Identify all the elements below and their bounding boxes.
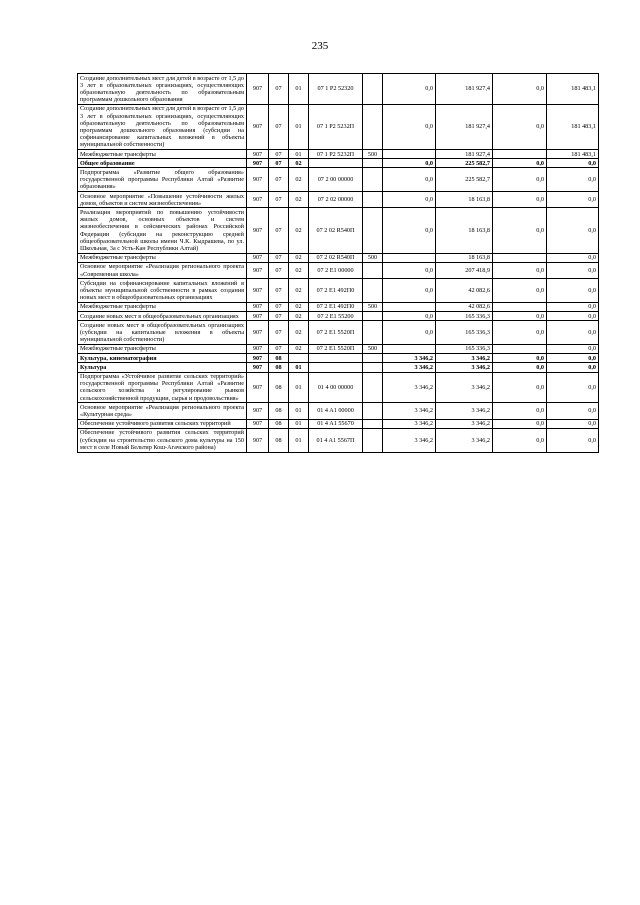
cell-expense-type bbox=[363, 354, 383, 363]
cell-amount-1: 0,0 bbox=[383, 168, 436, 192]
table-row bbox=[78, 372, 599, 403]
cell-amount-2: 3 346,2 bbox=[436, 419, 493, 428]
cell-target-article: 01 4 00 00000 bbox=[309, 372, 363, 403]
cell-expense-type bbox=[363, 403, 383, 419]
cell-target-article: 07 1 P2 52320 bbox=[309, 74, 363, 105]
cell-amount-4: 0,0 bbox=[547, 312, 599, 321]
cell-grbs: 907 bbox=[247, 302, 269, 311]
cell-target-article: 07 2 02 R540П bbox=[309, 208, 363, 253]
row-name: Межбюджетные трансферты bbox=[78, 253, 247, 262]
cell-grbs: 907 bbox=[247, 312, 269, 321]
cell-amount-1: 3 346,2 bbox=[383, 403, 436, 419]
cell-amount-1: 3 346,2 bbox=[383, 372, 436, 403]
row-name: Межбюджетные трансферты bbox=[78, 150, 247, 159]
cell-grbs: 907 bbox=[247, 344, 269, 353]
cell-target-article: 07 2 E1 5520П bbox=[309, 344, 363, 353]
cell-grbs: 907 bbox=[247, 208, 269, 253]
cell-section: 07 bbox=[269, 253, 289, 262]
cell-section: 08 bbox=[269, 372, 289, 403]
cell-section: 07 bbox=[269, 104, 289, 149]
cell-grbs: 907 bbox=[247, 419, 269, 428]
table-row bbox=[78, 403, 599, 419]
cell-subsection: 02 bbox=[289, 253, 309, 262]
table-row bbox=[78, 428, 599, 452]
cell-amount-3: 0,0 bbox=[493, 403, 547, 419]
cell-amount-2: 3 346,2 bbox=[436, 403, 493, 419]
row-name: Культура, кинематография bbox=[78, 354, 247, 363]
cell-target-article: 01 4 A1 5567П bbox=[309, 428, 363, 452]
cell-amount-2: 225 582,7 bbox=[436, 168, 493, 192]
cell-amount-1: 0,0 bbox=[383, 74, 436, 105]
cell-amount-4: 181 483,1 bbox=[547, 150, 599, 159]
cell-expense-type: 500 bbox=[363, 253, 383, 262]
cell-amount-3 bbox=[493, 253, 547, 262]
cell-amount-1 bbox=[383, 253, 436, 262]
table-row bbox=[78, 312, 599, 321]
cell-grbs: 907 bbox=[247, 74, 269, 105]
cell-expense-type bbox=[363, 372, 383, 403]
cell-amount-1: 0,0 bbox=[383, 279, 436, 303]
cell-subsection: 01 bbox=[289, 104, 309, 149]
row-name: Общее образование bbox=[78, 159, 247, 168]
cell-amount-3: 0,0 bbox=[493, 74, 547, 105]
row-name: Подпрограмма «Развитие общего образования» государственной программы Республики Алтай «Развитие образования» bbox=[78, 168, 247, 192]
cell-subsection: 02 bbox=[289, 159, 309, 168]
table-row bbox=[78, 150, 599, 159]
cell-amount-4: 0,0 bbox=[547, 344, 599, 353]
cell-grbs: 907 bbox=[247, 150, 269, 159]
cell-subsection: 01 bbox=[289, 428, 309, 452]
cell-expense-type bbox=[363, 428, 383, 452]
cell-target-article: 07 2 02 00000 bbox=[309, 192, 363, 208]
cell-section: 08 bbox=[269, 363, 289, 372]
cell-amount-4: 0,0 bbox=[547, 159, 599, 168]
cell-expense-type bbox=[363, 262, 383, 278]
cell-amount-1: 0,0 bbox=[383, 312, 436, 321]
cell-section: 07 bbox=[269, 150, 289, 159]
cell-amount-4: 0,0 bbox=[547, 192, 599, 208]
cell-subsection: 01 bbox=[289, 363, 309, 372]
cell-section: 08 bbox=[269, 403, 289, 419]
cell-amount-4: 0,0 bbox=[547, 403, 599, 419]
cell-expense-type bbox=[363, 312, 383, 321]
cell-amount-3: 0,0 bbox=[493, 428, 547, 452]
cell-subsection bbox=[289, 354, 309, 363]
row-name: Создание новых мест в общеобразовательных организациях bbox=[78, 312, 247, 321]
row-name: Обеспечение устойчивого развития сельских территорий bbox=[78, 419, 247, 428]
cell-subsection: 02 bbox=[289, 262, 309, 278]
cell-amount-3: 0,0 bbox=[493, 208, 547, 253]
cell-section: 08 bbox=[269, 354, 289, 363]
cell-amount-4: 0,0 bbox=[547, 279, 599, 303]
cell-amount-3: 0,0 bbox=[493, 419, 547, 428]
cell-amount-2: 18 163,8 bbox=[436, 253, 493, 262]
cell-amount-3: 0,0 bbox=[493, 321, 547, 345]
table-row bbox=[78, 321, 599, 345]
cell-section: 07 bbox=[269, 321, 289, 345]
cell-amount-1: 0,0 bbox=[383, 321, 436, 345]
cell-amount-2: 165 336,3 bbox=[436, 312, 493, 321]
cell-expense-type bbox=[363, 321, 383, 345]
cell-amount-4: 181 483,1 bbox=[547, 104, 599, 149]
cell-amount-4: 0,0 bbox=[547, 372, 599, 403]
cell-target-article: 07 2 02 R540П bbox=[309, 253, 363, 262]
cell-amount-2: 181 927,4 bbox=[436, 74, 493, 105]
cell-amount-1: 3 346,2 bbox=[383, 428, 436, 452]
cell-section: 08 bbox=[269, 419, 289, 428]
row-name: Обеспечение устойчивого развития сельских территорий (субсидии на строительство сельского дома культуры на 150 мест в селе Новый Бельтир Кош-Агачского района) bbox=[78, 428, 247, 452]
cell-amount-4: 181 483,1 bbox=[547, 74, 599, 105]
cell-amount-1: 3 346,2 bbox=[383, 354, 436, 363]
cell-amount-3: 0,0 bbox=[493, 312, 547, 321]
table-row bbox=[78, 279, 599, 303]
cell-expense-type bbox=[363, 192, 383, 208]
budget-table bbox=[77, 73, 599, 453]
cell-expense-type bbox=[363, 279, 383, 303]
cell-amount-4: 0,0 bbox=[547, 354, 599, 363]
cell-amount-2: 18 163,8 bbox=[436, 192, 493, 208]
cell-amount-2: 42 082,6 bbox=[436, 279, 493, 303]
cell-amount-2: 165 336,3 bbox=[436, 321, 493, 345]
table-row bbox=[78, 354, 599, 363]
cell-expense-type: 500 bbox=[363, 302, 383, 311]
cell-amount-2: 225 582,7 bbox=[436, 159, 493, 168]
cell-amount-4: 0,0 bbox=[547, 363, 599, 372]
cell-grbs: 907 bbox=[247, 354, 269, 363]
cell-amount-1 bbox=[383, 344, 436, 353]
cell-amount-4: 0,0 bbox=[547, 168, 599, 192]
cell-section: 07 bbox=[269, 302, 289, 311]
cell-section: 07 bbox=[269, 208, 289, 253]
cell-amount-3: 0,0 bbox=[493, 363, 547, 372]
cell-target-article bbox=[309, 363, 363, 372]
row-name: Субсидии на софинансирование капитальных вложений в объекты муниципальной собственности в рамках создания новых мест в общеобразовательных организациях bbox=[78, 279, 247, 303]
cell-amount-4: 0,0 bbox=[547, 302, 599, 311]
cell-subsection: 02 bbox=[289, 312, 309, 321]
cell-amount-1: 3 346,2 bbox=[383, 419, 436, 428]
table-row bbox=[78, 192, 599, 208]
cell-grbs: 907 bbox=[247, 363, 269, 372]
cell-subsection: 02 bbox=[289, 208, 309, 253]
cell-section: 07 bbox=[269, 192, 289, 208]
cell-grbs: 907 bbox=[247, 253, 269, 262]
cell-expense-type bbox=[363, 208, 383, 253]
row-name: Подпрограмма «Устойчивое развитие сельских территорий» государственной программы Республики Алтай «Развитие сельского хозяйства и регулирование рынков сельскохозяйственной продукции, сырья и продовольствия» bbox=[78, 372, 247, 403]
cell-amount-3: 0,0 bbox=[493, 279, 547, 303]
cell-subsection: 02 bbox=[289, 344, 309, 353]
cell-target-article: 01 4 A1 00000 bbox=[309, 403, 363, 419]
cell-target-article: 07 2 E1 55200 bbox=[309, 312, 363, 321]
cell-target-article: 07 2 00 00000 bbox=[309, 168, 363, 192]
cell-amount-1: 0,0 bbox=[383, 208, 436, 253]
cell-grbs: 907 bbox=[247, 104, 269, 149]
cell-grbs: 907 bbox=[247, 279, 269, 303]
cell-grbs: 907 bbox=[247, 192, 269, 208]
cell-grbs: 907 bbox=[247, 168, 269, 192]
cell-amount-4: 0,0 bbox=[547, 419, 599, 428]
cell-amount-3 bbox=[493, 150, 547, 159]
cell-target-article: 07 2 E1 492П0 bbox=[309, 279, 363, 303]
cell-expense-type bbox=[363, 159, 383, 168]
table-row bbox=[78, 104, 599, 149]
cell-amount-2: 3 346,2 bbox=[436, 354, 493, 363]
cell-amount-3 bbox=[493, 344, 547, 353]
cell-amount-4: 0,0 bbox=[547, 428, 599, 452]
cell-amount-2: 165 336,3 bbox=[436, 344, 493, 353]
table-row bbox=[78, 419, 599, 428]
cell-subsection: 02 bbox=[289, 192, 309, 208]
cell-amount-3: 0,0 bbox=[493, 168, 547, 192]
row-name: Создание дополнительных мест для детей в возрасте от 1,5 до 3 лет в образовательных организациях, осуществляющих образовательную деятельность по образовательным программам дошкольного образования bbox=[78, 74, 247, 105]
cell-subsection: 01 bbox=[289, 419, 309, 428]
table-row bbox=[78, 159, 599, 168]
cell-subsection: 01 bbox=[289, 403, 309, 419]
cell-grbs: 907 bbox=[247, 403, 269, 419]
row-name: Межбюджетные трансферты bbox=[78, 302, 247, 311]
cell-grbs: 907 bbox=[247, 428, 269, 452]
cell-amount-2: 207 418,9 bbox=[436, 262, 493, 278]
table-row bbox=[78, 302, 599, 311]
cell-expense-type bbox=[363, 363, 383, 372]
cell-amount-3: 0,0 bbox=[493, 104, 547, 149]
row-name: Основное мероприятие «Реализация регионального проекта «Культурная среда» bbox=[78, 403, 247, 419]
cell-target-article bbox=[309, 159, 363, 168]
cell-amount-2: 3 346,2 bbox=[436, 363, 493, 372]
cell-amount-2: 3 346,2 bbox=[436, 372, 493, 403]
cell-grbs: 907 bbox=[247, 372, 269, 403]
cell-section: 07 bbox=[269, 74, 289, 105]
cell-amount-2: 181 927,4 bbox=[436, 104, 493, 149]
cell-amount-3: 0,0 bbox=[493, 354, 547, 363]
cell-grbs: 907 bbox=[247, 321, 269, 345]
table-row bbox=[78, 208, 599, 253]
row-name: Реализация мероприятий по повышению устойчивости жилых домов, основных объектов и систем жизнеобеспечения в сейсмических районах Российской Федерации (субсидии на реконструкцию средней общеобразовательной школы имени Ч.К. Кыдрашева, по ул. Школьная, 3а с Усть-Кан Республики Алтай) bbox=[78, 208, 247, 253]
cell-section: 07 bbox=[269, 279, 289, 303]
table-row bbox=[78, 168, 599, 192]
cell-amount-3 bbox=[493, 302, 547, 311]
cell-amount-1 bbox=[383, 150, 436, 159]
cell-amount-1: 3 346,2 bbox=[383, 363, 436, 372]
cell-section: 07 bbox=[269, 344, 289, 353]
cell-section: 07 bbox=[269, 168, 289, 192]
row-name: Межбюджетные трансферты bbox=[78, 344, 247, 353]
cell-amount-2: 18 163,8 bbox=[436, 208, 493, 253]
cell-expense-type: 500 bbox=[363, 150, 383, 159]
row-name: Создание дополнительных мест для детей в возрасте от 1,5 до 3 лет в образовательных организациях, осуществляющих образовательную деятельность по образовательным программам дошкольного образования (субсидии на софинансирование капитальных вложений в объекты муниципальной собственности) bbox=[78, 104, 247, 149]
cell-amount-2: 3 346,2 bbox=[436, 428, 493, 452]
cell-subsection: 02 bbox=[289, 302, 309, 311]
table-row bbox=[78, 363, 599, 372]
cell-section: 07 bbox=[269, 262, 289, 278]
cell-amount-3: 0,0 bbox=[493, 192, 547, 208]
cell-amount-3: 0,0 bbox=[493, 159, 547, 168]
table-row bbox=[78, 344, 599, 353]
cell-amount-2: 181 927,4 bbox=[436, 150, 493, 159]
cell-amount-4: 0,0 bbox=[547, 321, 599, 345]
cell-target-article bbox=[309, 354, 363, 363]
cell-section: 07 bbox=[269, 312, 289, 321]
row-name: Создание новых мест в общеобразовательных организациях (субсидии на капитальные вложения в объекты муниципальной собственности) bbox=[78, 321, 247, 345]
cell-section: 08 bbox=[269, 428, 289, 452]
cell-expense-type bbox=[363, 168, 383, 192]
cell-grbs: 907 bbox=[247, 262, 269, 278]
cell-amount-1: 0,0 bbox=[383, 104, 436, 149]
cell-target-article: 01 4 A1 55670 bbox=[309, 419, 363, 428]
cell-target-article: 07 1 P2 5232П bbox=[309, 104, 363, 149]
cell-amount-4: 0,0 bbox=[547, 262, 599, 278]
cell-section: 07 bbox=[269, 159, 289, 168]
cell-subsection: 01 bbox=[289, 74, 309, 105]
cell-subsection: 02 bbox=[289, 168, 309, 192]
cell-expense-type bbox=[363, 74, 383, 105]
cell-amount-1: 0,0 bbox=[383, 159, 436, 168]
cell-expense-type: 500 bbox=[363, 344, 383, 353]
cell-amount-3: 0,0 bbox=[493, 372, 547, 403]
table-row bbox=[78, 253, 599, 262]
cell-target-article: 07 2 E1 5520П bbox=[309, 321, 363, 345]
page-number: 235 bbox=[311, 40, 329, 52]
cell-target-article: 07 2 E1 00000 bbox=[309, 262, 363, 278]
row-name: Культура bbox=[78, 363, 247, 372]
cell-expense-type bbox=[363, 104, 383, 149]
cell-amount-2: 42 082,6 bbox=[436, 302, 493, 311]
cell-subsection: 02 bbox=[289, 321, 309, 345]
cell-expense-type bbox=[363, 419, 383, 428]
cell-amount-1: 0,0 bbox=[383, 262, 436, 278]
cell-amount-3: 0,0 bbox=[493, 262, 547, 278]
row-name: Основное мероприятие «Повышение устойчивости жилых домов, объектов и систем жизнеобеспечения» bbox=[78, 192, 247, 208]
cell-amount-4: 0,0 bbox=[547, 253, 599, 262]
row-name: Основное мероприятие «Реализация регионального проекта «Современная школа» bbox=[78, 262, 247, 278]
cell-subsection: 02 bbox=[289, 279, 309, 303]
table-row bbox=[78, 262, 599, 278]
cell-amount-1: 0,0 bbox=[383, 192, 436, 208]
cell-amount-1 bbox=[383, 302, 436, 311]
cell-subsection: 01 bbox=[289, 372, 309, 403]
cell-grbs: 907 bbox=[247, 159, 269, 168]
cell-subsection: 01 bbox=[289, 150, 309, 159]
cell-target-article: 07 1 P2 5232П bbox=[309, 150, 363, 159]
cell-target-article: 07 2 E1 492П0 bbox=[309, 302, 363, 311]
table-row bbox=[78, 74, 599, 105]
cell-amount-4: 0,0 bbox=[547, 208, 599, 253]
